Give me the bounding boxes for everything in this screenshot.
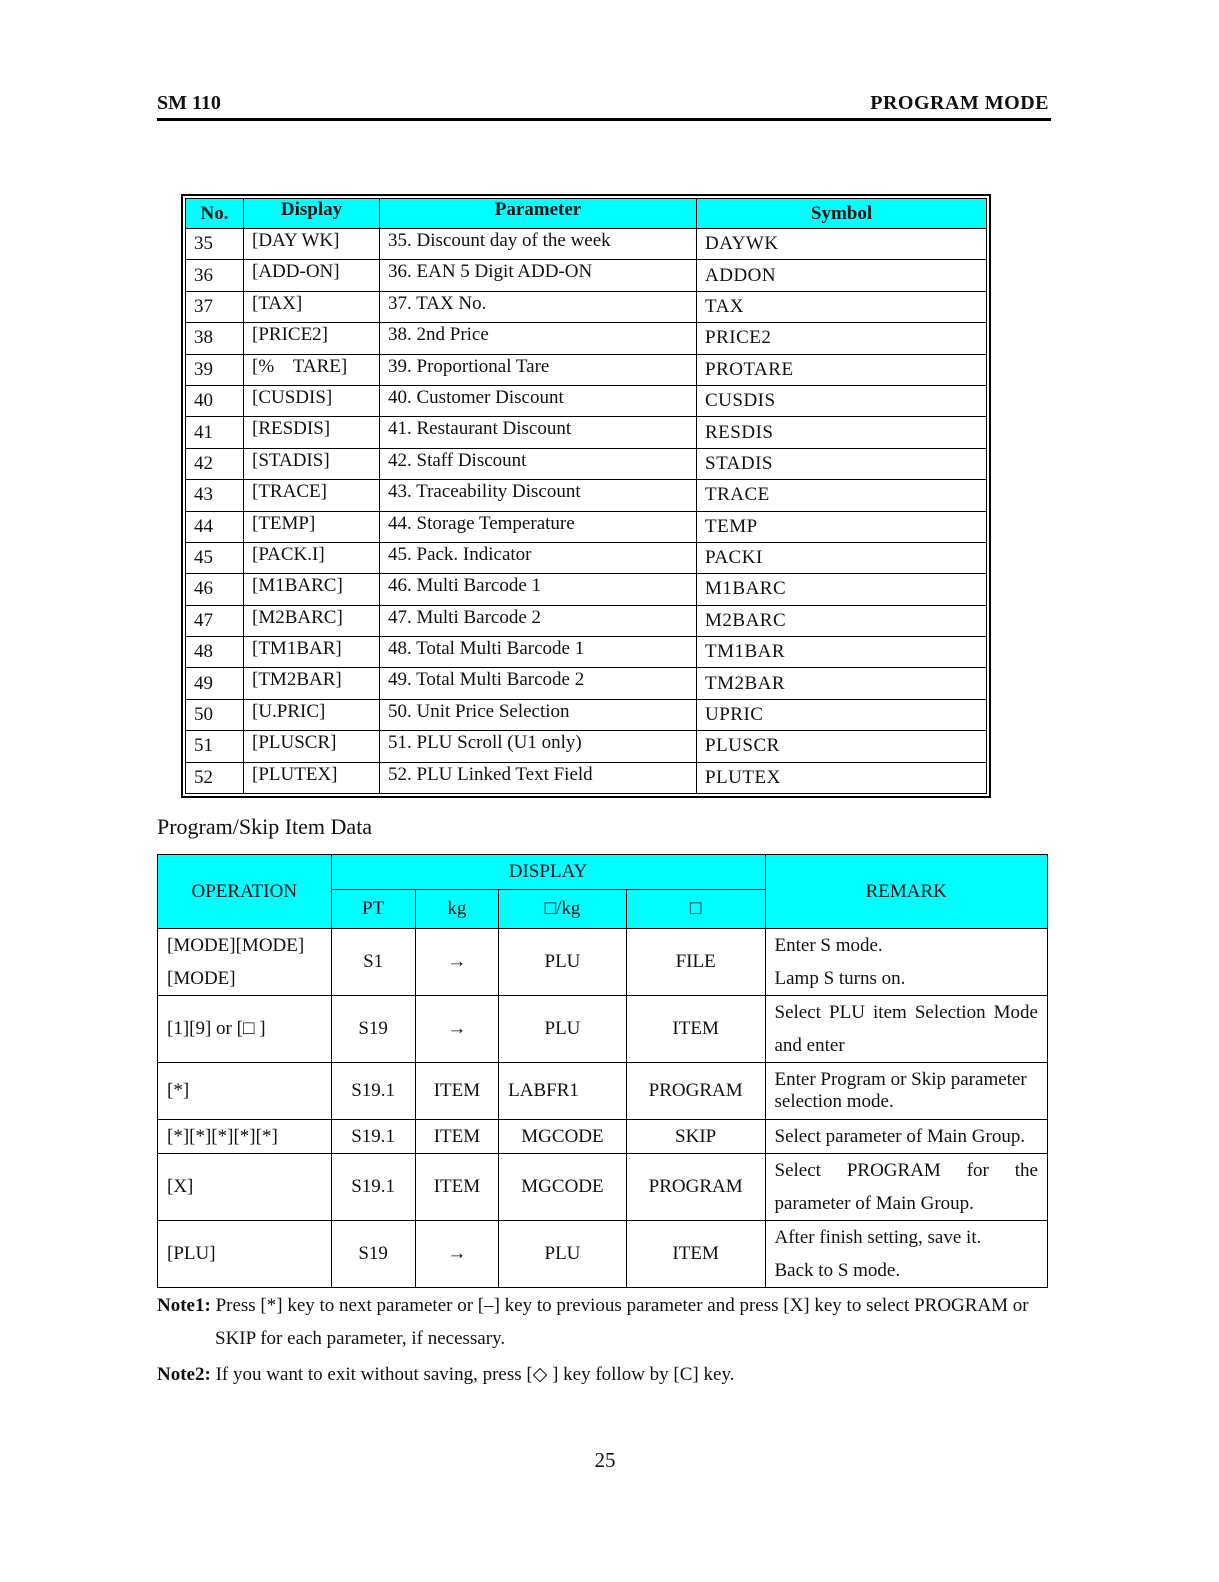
parameter-cell: 35. Discount day of the week xyxy=(380,229,697,260)
display-cell: [PACK.I] xyxy=(244,542,380,573)
display-cell: [PLUSCR] xyxy=(244,731,380,762)
symbol-cell: TAX xyxy=(697,291,987,322)
col-header-pt: PT xyxy=(331,890,415,929)
remark-cell xyxy=(765,1063,1048,1120)
table-row xyxy=(186,291,987,322)
operation-cell: [X] xyxy=(158,1154,332,1221)
symbol-cell: TEMP xyxy=(697,511,987,542)
display-cell: [ADD-ON] xyxy=(244,260,380,291)
remark-cell: Select parameter of Main Group. xyxy=(765,1120,1048,1154)
table-row xyxy=(186,480,987,511)
table-row xyxy=(158,1063,1048,1120)
col-header-display: DISPLAY xyxy=(331,855,765,890)
operation-line: [MODE][MODE] xyxy=(167,935,305,956)
table-row xyxy=(186,637,987,668)
operation-cell: [*][*][*][*][*] xyxy=(158,1120,332,1154)
row-no-cell: 39 xyxy=(186,354,244,385)
price-cell: SKIP xyxy=(626,1120,765,1154)
table-row xyxy=(186,448,987,479)
price-cell: ITEM xyxy=(626,996,765,1063)
note-1-text-continued: SKIP for each parameter, if necessary. xyxy=(215,1328,506,1349)
display-cell: [% TARE] xyxy=(244,354,380,385)
symbol-cell: TM2BAR xyxy=(697,668,987,699)
parameter-cell: 37. TAX No. xyxy=(380,291,697,322)
price-cell: ITEM xyxy=(626,1221,765,1288)
kg-cell: → xyxy=(415,929,498,996)
table-row xyxy=(186,511,987,542)
note-2 xyxy=(157,1358,734,1391)
note-2-label: Note2: xyxy=(157,1364,211,1385)
symbol-cell: TM1BAR xyxy=(697,637,987,668)
kg-cell: ITEM xyxy=(415,1063,498,1120)
note-1 xyxy=(157,1289,1029,1355)
table-row xyxy=(186,417,987,448)
remark-cell xyxy=(765,929,1048,996)
table-row xyxy=(158,1221,1048,1288)
kg-cell: ITEM xyxy=(415,1120,498,1154)
row-no-cell: 49 xyxy=(186,668,244,699)
row-no-cell: 35 xyxy=(186,229,244,260)
symbol-cell: M2BARC xyxy=(697,605,987,636)
remark-line: Lamp S turns on. xyxy=(774,968,906,989)
parameter-cell: 40. Customer Discount xyxy=(380,385,697,416)
page-number: 25 xyxy=(594,1448,616,1472)
display-cell: [TRACE] xyxy=(244,480,380,511)
col-header-operation: OPERATION xyxy=(158,855,332,929)
table-row xyxy=(158,1154,1048,1221)
table-row xyxy=(186,574,987,605)
parameter-cell: 47. Multi Barcode 2 xyxy=(380,605,697,636)
price-cell: FILE xyxy=(626,929,765,996)
row-no-cell: 44 xyxy=(186,511,244,542)
symbol-cell: ADDON xyxy=(697,260,987,291)
operation-table xyxy=(157,854,1048,1288)
table-row xyxy=(186,699,987,730)
parameter-cell: 42. Staff Discount xyxy=(380,448,697,479)
parameter-cell: 46. Multi Barcode 1 xyxy=(380,574,697,605)
row-no-cell: 38 xyxy=(186,323,244,354)
parameter-cell: 44. Storage Temperature xyxy=(380,511,697,542)
pt-cell: S1 xyxy=(331,929,415,996)
symbol-cell: TRACE xyxy=(697,480,987,511)
row-no-cell: 40 xyxy=(186,385,244,416)
display-cell: [STADIS] xyxy=(244,448,380,479)
symbol-cell: STADIS xyxy=(697,448,987,479)
row-no-cell: 47 xyxy=(186,605,244,636)
operation-line: [MODE] xyxy=(167,968,236,989)
operation-cell: [1][9] or [□ ] xyxy=(158,996,332,1063)
display-cell: [PLUTEX] xyxy=(244,762,380,793)
parameter-cell: 38. 2nd Price xyxy=(380,323,697,354)
display-cell: [M1BARC] xyxy=(244,574,380,605)
symbol-cell: PRICE2 xyxy=(697,323,987,354)
table-row xyxy=(158,929,1048,996)
col-header-per-kg: □/kg xyxy=(499,890,627,929)
kg-cell: → xyxy=(415,1221,498,1288)
row-no-cell: 43 xyxy=(186,480,244,511)
per-kg-cell: PLU xyxy=(499,1221,627,1288)
symbol-cell: PLUSCR xyxy=(697,731,987,762)
remark-line: Enter S mode. xyxy=(774,935,883,956)
display-cell: [U.PRIC] xyxy=(244,699,380,730)
parameter-cell: 41. Restaurant Discount xyxy=(380,417,697,448)
remark-line: Back to S mode. xyxy=(774,1260,901,1281)
pt-cell: S19.1 xyxy=(331,1154,415,1221)
display-cell: [TM2BAR] xyxy=(244,668,380,699)
pt-cell: S19 xyxy=(331,996,415,1063)
row-no-cell: 48 xyxy=(186,637,244,668)
operation-cell: [*] xyxy=(158,1063,332,1120)
row-no-cell: 52 xyxy=(186,762,244,793)
table-row xyxy=(186,229,987,260)
table-row xyxy=(186,354,987,385)
col-header-remark: REMARK xyxy=(765,855,1048,929)
parameter-cell: 50. Unit Price Selection xyxy=(380,699,697,730)
row-no-cell: 46 xyxy=(186,574,244,605)
parameter-cell: 52. PLU Linked Text Field xyxy=(380,762,697,793)
pt-cell: S19.1 xyxy=(331,1063,415,1120)
remark-cell xyxy=(765,1221,1048,1288)
remark-line: Select PROGRAM for the xyxy=(774,1160,1038,1181)
row-no-cell: 37 xyxy=(186,291,244,322)
per-kg-cell: MGCODE xyxy=(499,1120,627,1154)
note-1-text: Press [*] key to next parameter or [–] key to previous parameter and press [X] key to select PROGRAM or xyxy=(210,1295,1029,1316)
row-no-cell: 45 xyxy=(186,542,244,573)
display-cell: [M2BARC] xyxy=(244,605,380,636)
row-no-cell: 36 xyxy=(186,260,244,291)
operation-cell: [PLU] xyxy=(158,1221,332,1288)
kg-cell: → xyxy=(415,996,498,1063)
price-cell: PROGRAM xyxy=(626,1063,765,1120)
symbol-cell: RESDIS xyxy=(697,417,987,448)
table-row xyxy=(186,605,987,636)
remark-cell xyxy=(765,996,1048,1063)
section-title: Program/Skip Item Data xyxy=(157,814,373,839)
row-no-cell: 51 xyxy=(186,731,244,762)
table-row xyxy=(186,542,987,573)
display-cell: [TM1BAR] xyxy=(244,637,380,668)
table-row xyxy=(158,1120,1048,1154)
col-header-symbol: Symbol xyxy=(697,199,987,229)
symbol-cell: PROTARE xyxy=(697,354,987,385)
display-cell: [PRICE2] xyxy=(244,323,380,354)
operation-cell xyxy=(158,929,332,996)
parameter-table xyxy=(185,198,987,794)
table-row xyxy=(186,668,987,699)
row-no-cell: 50 xyxy=(186,699,244,730)
display-cell: [CUSDIS] xyxy=(244,385,380,416)
table-row xyxy=(186,323,987,354)
display-cell: [TEMP] xyxy=(244,511,380,542)
parameter-cell: 49. Total Multi Barcode 2 xyxy=(380,668,697,699)
display-cell: [DAY WK] xyxy=(244,229,380,260)
remark-line: Enter Program or Skip parameter xyxy=(774,1069,1027,1090)
symbol-cell: CUSDIS xyxy=(697,385,987,416)
col-header-display: Display xyxy=(244,199,380,229)
table-header-row xyxy=(186,199,987,229)
col-header-kg: kg xyxy=(415,890,498,929)
per-kg-cell: LABFR1 xyxy=(499,1063,627,1120)
pt-cell: S19 xyxy=(331,1221,415,1288)
parameter-cell: 43. Traceability Discount xyxy=(380,480,697,511)
pt-cell: S19.1 xyxy=(331,1120,415,1154)
section-name: PROGRAM MODE xyxy=(870,92,1049,114)
symbol-cell: DAYWK xyxy=(697,229,987,260)
table-row xyxy=(186,762,987,793)
parameter-cell: 45. Pack. Indicator xyxy=(380,542,697,573)
remark-line: parameter of Main Group. xyxy=(774,1193,974,1214)
price-cell: PROGRAM xyxy=(626,1154,765,1221)
parameter-cell: 48. Total Multi Barcode 1 xyxy=(380,637,697,668)
table-row xyxy=(158,996,1048,1063)
symbol-cell: PLUTEX xyxy=(697,762,987,793)
remark-line: Select PLU item Selection Mode xyxy=(774,1002,1038,1023)
table-row xyxy=(186,385,987,416)
table-header-row xyxy=(158,855,1048,890)
table-row xyxy=(186,731,987,762)
remark-line: and enter xyxy=(774,1035,845,1056)
parameter-cell: 39. Proportional Tare xyxy=(380,354,697,385)
remark-line: selection mode. xyxy=(774,1091,894,1112)
per-kg-cell: MGCODE xyxy=(499,1154,627,1221)
symbol-cell: PACKI xyxy=(697,542,987,573)
col-header-parameter: Parameter xyxy=(380,199,697,229)
note-2-text: If you want to exit without saving, press [◇ ] key follow by [C] key. xyxy=(210,1364,735,1385)
row-no-cell: 42 xyxy=(186,448,244,479)
parameter-cell: 51. PLU Scroll (U1 only) xyxy=(380,731,697,762)
model-name: SM 110 xyxy=(157,92,221,114)
parameter-cell: 36. EAN 5 Digit ADD-ON xyxy=(380,260,697,291)
note-1-label: Note1: xyxy=(157,1295,211,1316)
page-header xyxy=(157,90,1051,121)
table-row xyxy=(186,260,987,291)
col-header-price: □ xyxy=(626,890,765,929)
per-kg-cell: PLU xyxy=(499,929,627,996)
symbol-cell: M1BARC xyxy=(697,574,987,605)
remark-cell xyxy=(765,1154,1048,1221)
symbol-cell: UPRIC xyxy=(697,699,987,730)
display-cell: [RESDIS] xyxy=(244,417,380,448)
parameter-table-frame xyxy=(181,194,991,798)
row-no-cell: 41 xyxy=(186,417,244,448)
per-kg-cell: PLU xyxy=(499,996,627,1063)
col-header-no: No. xyxy=(186,199,244,229)
display-cell: [TAX] xyxy=(244,291,380,322)
remark-line: After finish setting, save it. xyxy=(774,1227,982,1248)
kg-cell: ITEM xyxy=(415,1154,498,1221)
